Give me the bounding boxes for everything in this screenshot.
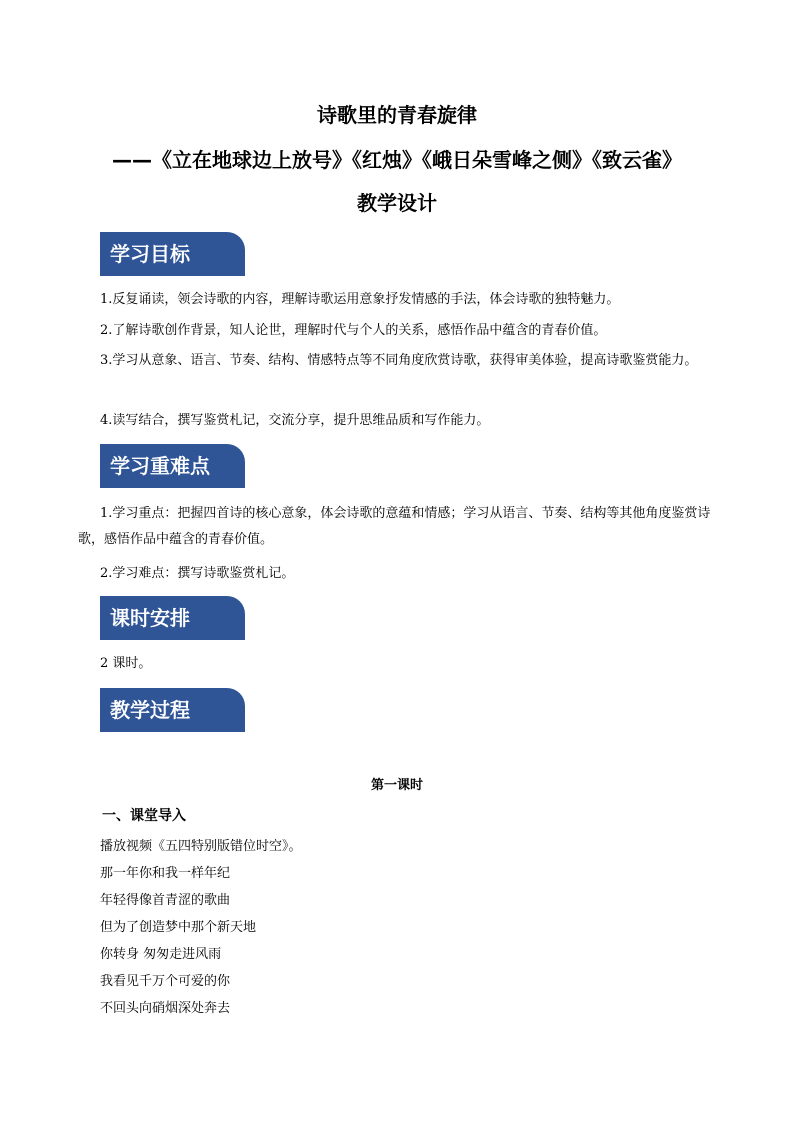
process-line-3: 年轻得像首青涩的歌曲	[100, 893, 231, 908]
section-banner-process: 教学过程	[100, 688, 245, 732]
section-banner-goals: 学习目标	[100, 232, 245, 276]
process-line-4: 但为了创造梦中那个新天地	[100, 920, 257, 935]
lesson-title: 第一课时	[370, 778, 423, 793]
doc-title: 诗歌里的青春旋律	[317, 103, 477, 127]
goal-item-3: 3.学习从意象、语言、节奏、结构、情感特点等不同角度欣赏诗歌，获得审美体验，提高诗歌鉴赏能力。	[100, 353, 698, 368]
section-banner-schedule: 课时安排	[100, 596, 245, 640]
process-line-5: 你转身 匆匆走进风雨	[100, 947, 222, 962]
process-line-7: 不回头向硝烟深处奔去	[100, 1001, 231, 1016]
doc-title-suffix: 教学设计	[357, 191, 437, 215]
keypoint-item-1: 1.学习重点：把握四首诗的核心意象，体会诗歌的意蕴和情感；学习从语言、节奏、结构等其他角度鉴赏诗歌，感悟作品中蕴含的青春价值。	[78, 506, 711, 547]
keypoint-item-2: 2.学习难点：撰写诗歌鉴赏札记。	[100, 566, 295, 581]
section-banner-keypoints: 学习重难点	[100, 444, 245, 488]
process-line-2: 那一年你和我一样年纪	[100, 866, 231, 881]
schedule-text: 2 课时。	[100, 656, 152, 671]
goal-item-4: 4.读写结合，撰写鉴赏札记，交流分享，提升思维品质和写作能力。	[100, 413, 490, 428]
process-line-1: 播放视频《五四特别版错位时空》。	[100, 839, 302, 854]
doc-subtitle: ——《立在地球边上放号》《红烛》《峨日朵雪峰之侧》《致云雀》	[112, 148, 682, 172]
goal-item-1: 1.反复诵读，领会诗歌的内容，理解诗歌运用意象抒发情感的手法，体会诗歌的独特魅力。	[100, 292, 620, 307]
goal-item-2: 2.了解诗歌创作背景，知人论世，理解时代与个人的关系，感悟作品中蕴含的青春价值。	[100, 323, 607, 338]
process-line-6: 我看见千万个可爱的你	[100, 974, 231, 989]
part-heading-intro: 一、课堂导入	[102, 808, 186, 824]
